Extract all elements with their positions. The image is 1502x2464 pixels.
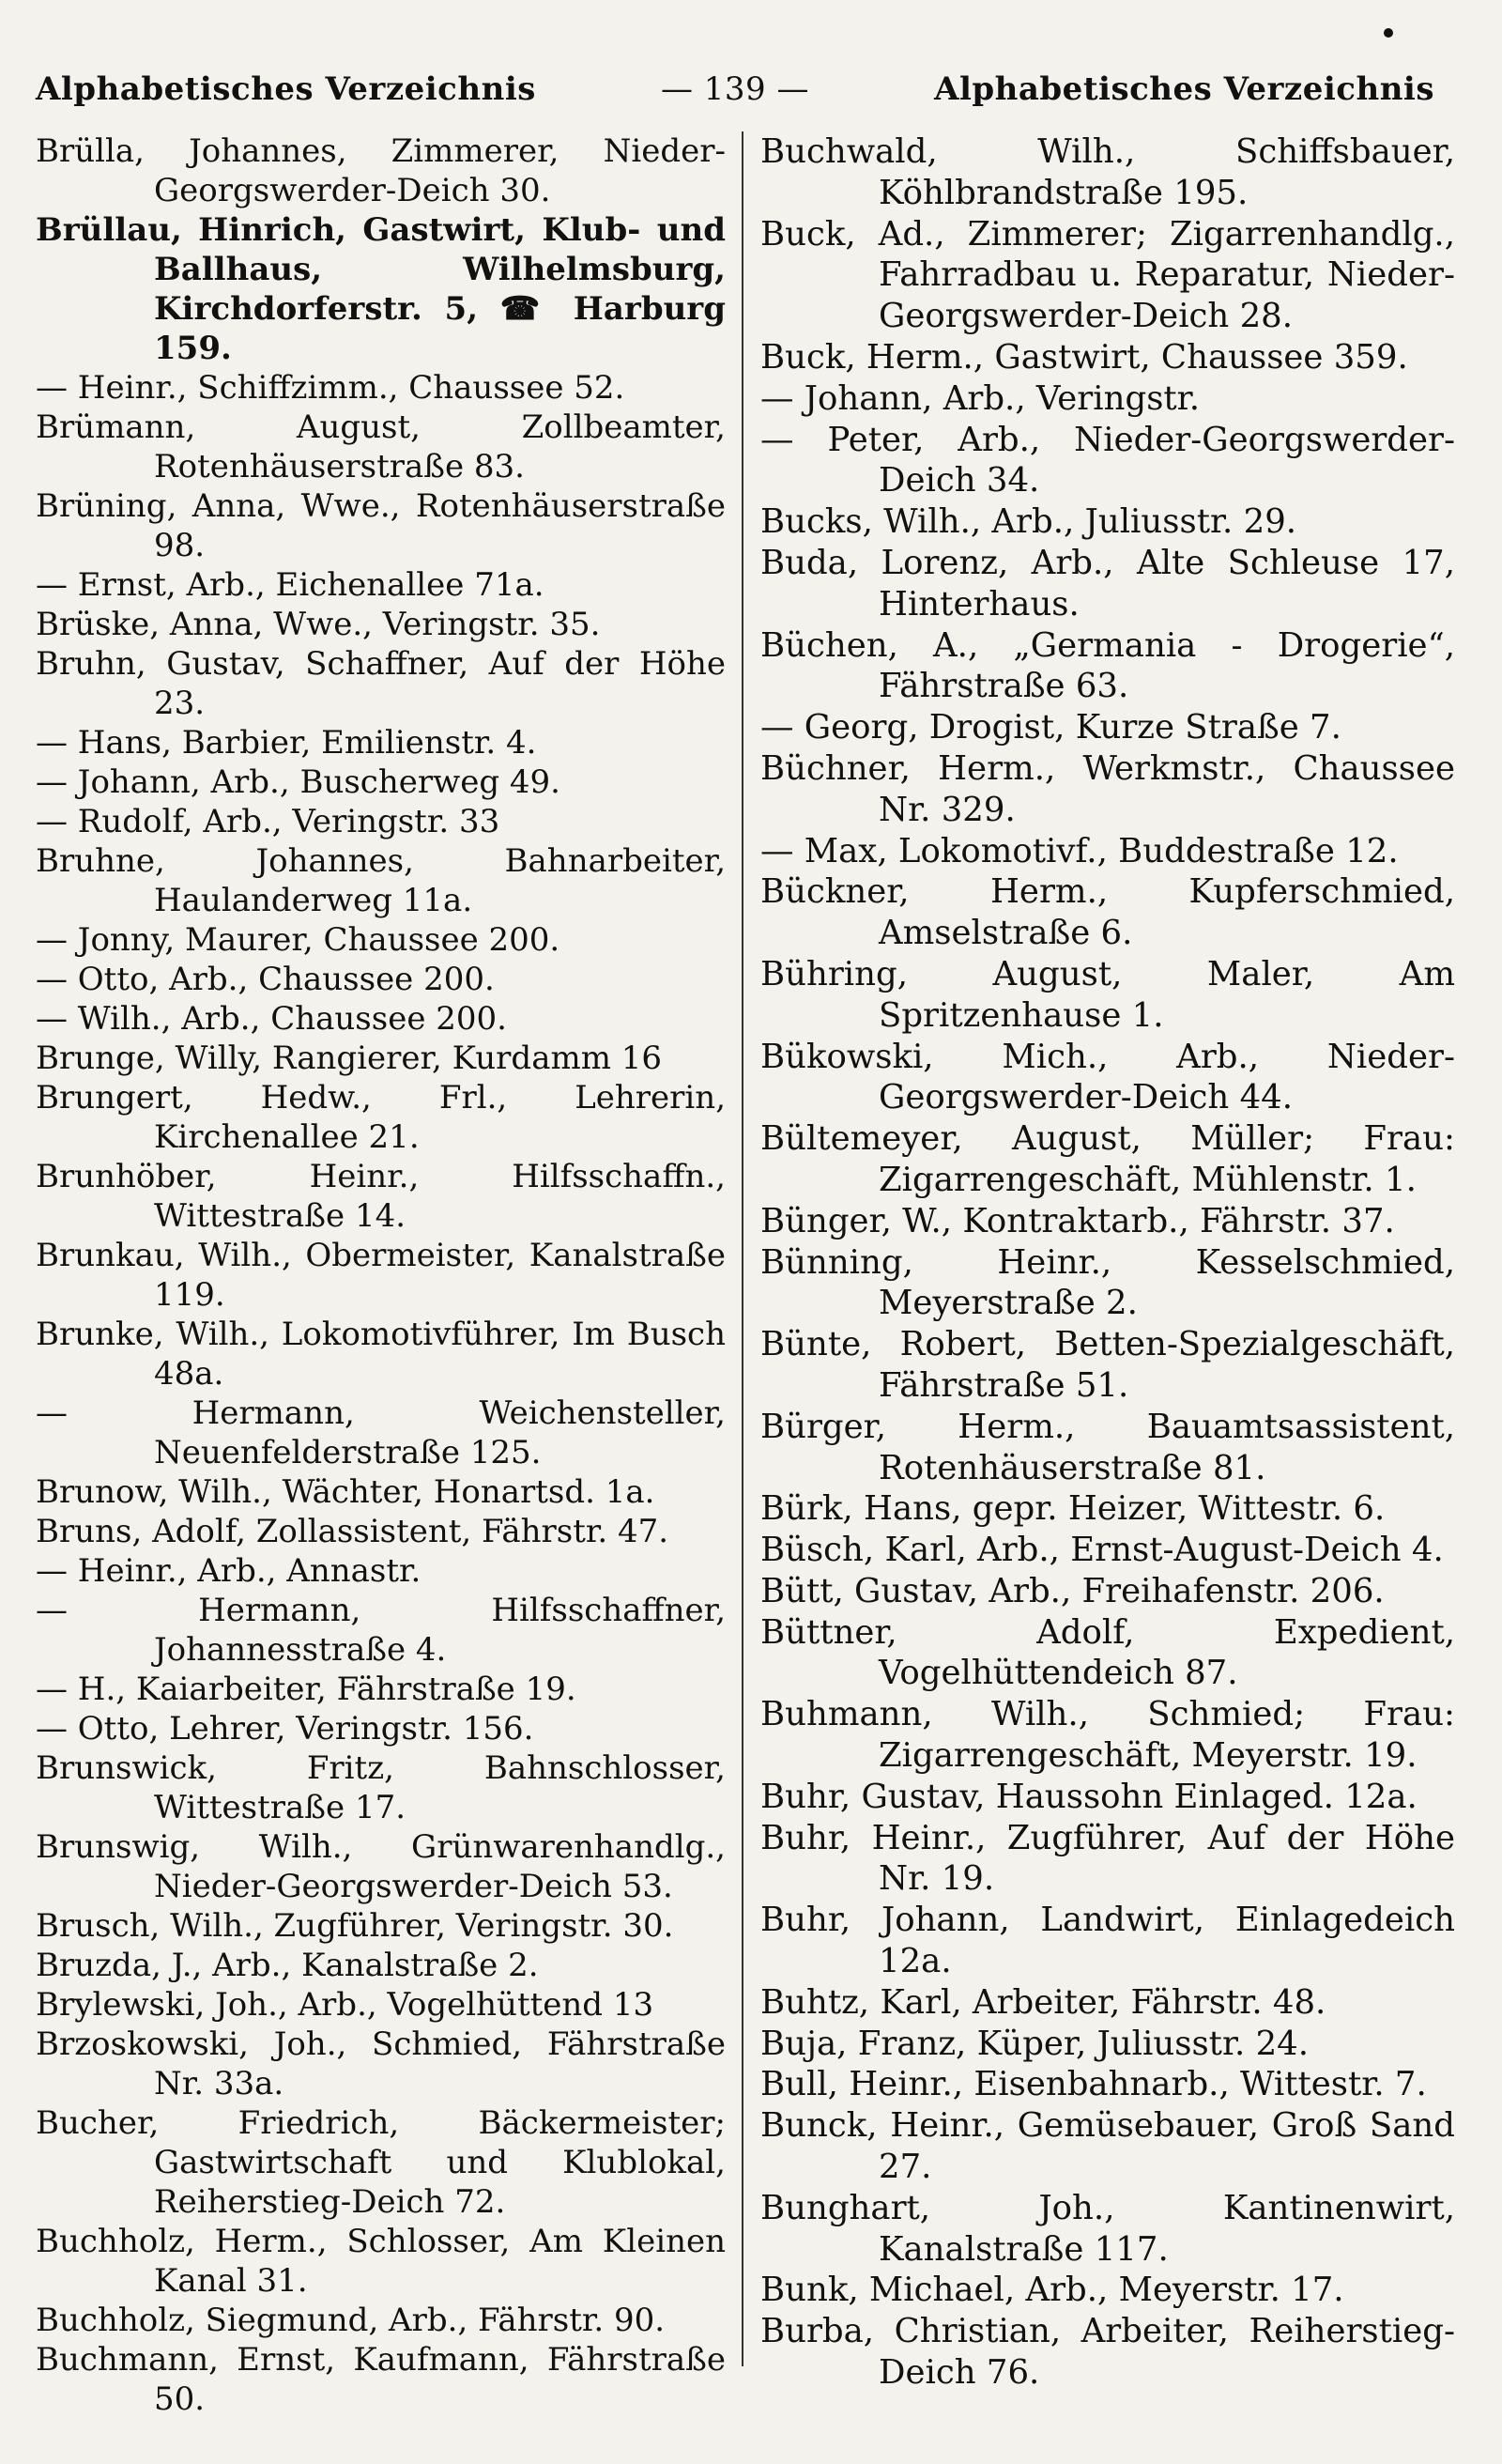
directory-entry: — Heinr., Schiffzimm., Chaussee 52. (36, 369, 625, 407)
right-column (760, 131, 1455, 2394)
directory-entry: — Max, Lokomotivf., Buddestraße 12. (760, 831, 1399, 870)
directory-entry: Brüning, Anna, Wwe., Rotenhäuserstraße 98. (36, 487, 726, 564)
directory-entry: Buchwald, Wilh., Schiffsbauer, Köhlbrandstraße 195. (760, 132, 1455, 212)
header-left-title: Alphabetisches Verzeichnis (36, 70, 536, 108)
directory-entry: — Hermann, Weichensteller, Neuenfelderstraße 125. (36, 1394, 726, 1471)
directory-entry: Bunck, Heinr., Gemüsebauer, Groß Sand 27. (760, 2106, 1455, 2187)
directory-entry: Bunghart, Joh., Kantinenwirt, Kanalstraße 117. (760, 2188, 1455, 2269)
directory-entry: Burba, Christian, Arbeiter, Reiherstieg-Deich 76. (760, 2312, 1455, 2393)
directory-entry: — Wilh., Arb., Chaussee 200. (36, 1000, 507, 1038)
directory-entry: Buchholz, Siegmund, Arb., Fährstr. 90. (36, 2302, 666, 2339)
directory-entry: — Otto, Lehrer, Veringstr. 156. (36, 1710, 534, 1748)
directory-entry: Brunswig, Wilh., Grünwarenhandlg., Nieder-Georgswerder-Deich 53. (36, 1828, 726, 1905)
directory-entry: — Peter, Arb., Nieder-Georgswerder-Deich 34. (760, 420, 1455, 500)
page-number: — 139 — (660, 70, 809, 108)
directory-entry: Buhr, Johann, Landwirt, Einlagedeich 12a. (760, 1901, 1455, 1981)
directory-entry: — H., Kaiarbeiter, Fährstraße 19. (36, 1671, 576, 1708)
directory-entry: Brunke, Wilh., Lokomotivführer, Im Busch 48a. (36, 1316, 726, 1393)
directory-entry: Buchholz, Herm., Schlosser, Am Kleinen Kanal 31. (36, 2223, 726, 2300)
directory-entry: Bruhne, Johannes, Bahnarbeiter, Haulanderweg 11a. (36, 842, 726, 919)
directory-entry: Buck, Ad., Zimmerer; Zigarrenhandlg., Fahrradbau u. Reparatur, Nieder-Georgswerder-Deich 28. (760, 214, 1455, 336)
directory-entry: Bruhn, Gustav, Schaffner, Auf der Höhe 23. (36, 645, 726, 722)
directory-entry: Bültemeyer, August, Müller; Frau: Zigarrengeschäft, Mühlenstr. 1. (760, 1119, 1455, 1199)
directory-entry: — Hermann, Hilfsschaffner, Johannesstraße 4. (36, 1592, 726, 1669)
directory-entry: Brungert, Hedw., Frl., Lehrerin, Kirchenallee 21. (36, 1079, 726, 1156)
directory-entry: Brzoskowski, Joh., Schmied, Fährstraße Nr. 33a. (36, 2025, 726, 2102)
directory-entry: Bucher, Friedrich, Bäckermeister; Gastwirtschaft und Klublokal, Reiherstieg-Deich 72. (36, 2104, 726, 2221)
directory-entry: Brunow, Wilh., Wächter, Honartsd. 1a. (36, 1473, 655, 1511)
directory-entry: — Johann, Arb., Veringstr. (760, 378, 1201, 418)
directory-entry: — Ernst, Arb., Eichenallee 71a. (36, 566, 544, 604)
directory-entry: Brusch, Wilh., Zugführer, Veringstr. 30. (36, 1907, 674, 1945)
directory-entry: Bruzda, J., Arb., Kanalstraße 2. (36, 1947, 539, 1984)
directory-entry: Brülla, Johannes, Zimmerer, Nieder-Georgswerder-Deich 30. (36, 132, 726, 209)
directory-entry: Büchner, Herm., Werkmstr., Chaussee Nr. 329. (760, 748, 1455, 829)
directory-entry: — Johann, Arb., Buscherweg 49. (36, 763, 560, 801)
directory-entry: Bürk, Hans, gepr. Heizer, Wittestr. 6. (760, 1489, 1386, 1529)
directory-entry: Buck, Herm., Gastwirt, Chaussee 359. (760, 337, 1408, 377)
directory-entry: Büsch, Karl, Arb., Ernst-August-Deich 4. (760, 1531, 1444, 1570)
page-header (36, 66, 1434, 113)
directory-entry: — Otto, Arb., Chaussee 200. (36, 961, 495, 998)
directory-entry: Bull, Heinr., Eisenbahnarb., Wittestr. 7. (760, 2065, 1427, 2104)
directory-entry: — Jonny, Maurer, Chaussee 200. (36, 921, 560, 959)
directory-entry: Bünger, W., Kontraktarb., Fährstr. 37. (760, 1201, 1395, 1240)
column-divider (742, 131, 743, 2366)
directory-entry: Buhmann, Wilh., Schmied; Frau: Zigarrengeschäft, Meyerstr. 19. (760, 1695, 1455, 1776)
directory-entry: Bünte, Robert, Betten-Spezialgeschäft, Fährstraße 51. (760, 1325, 1455, 1405)
directory-entry: Bunk, Michael, Arb., Meyerstr. 17. (760, 2271, 1344, 2310)
directory-entry: — Heinr., Arb., Annastr. (36, 1552, 421, 1590)
directory-entry: Büchen, A., „Germania - Drogerie“, Fährstraße 63. (760, 625, 1455, 706)
directory-entry: Brunge, Willy, Rangierer, Kurdamm 16 (36, 1040, 663, 1077)
left-column (36, 131, 726, 2419)
directory-entry: Bucks, Wilh., Arb., Juliusstr. 29. (760, 502, 1297, 542)
directory-entry: Brylewski, Joh., Arb., Vogelhüttend 13 (36, 1986, 654, 2024)
directory-entry: Buhr, Gustav, Haussohn Einlaged. 12a. (760, 1777, 1418, 1816)
directory-entry: Bükowski, Mich., Arb., Nieder-Georgswerder-Deich 44. (760, 1037, 1455, 1117)
directory-entry: Bruns, Adolf, Zollassistent, Fährstr. 47. (36, 1513, 669, 1550)
directory-entry: Buda, Lorenz, Arb., Alte Schleuse 17, Hinterhaus. (760, 543, 1455, 624)
directory-entry: — Georg, Drogist, Kurze Straße 7. (760, 708, 1341, 747)
directory-entry: Bütt, Gustav, Arb., Freihafenstr. 206. (760, 1571, 1385, 1610)
directory-entry: Brunswick, Fritz, Bahnschlosser, Wittestraße 17. (36, 1749, 726, 1826)
directory-entry: Buhtz, Karl, Arbeiter, Fährstr. 48. (760, 1982, 1326, 2022)
directory-entry: Bürger, Herm., Bauamtsassistent, Rotenhäuserstraße 81. (760, 1407, 1455, 1487)
ink-dot (1384, 28, 1393, 38)
directory-entry: Brüllau, Hinrich, Gastwirt, Klub- und Ballhaus, Wilhelmsburg, Kirchdorferstr. 5, ☎ Harburg 159. (36, 211, 726, 367)
directory-entry: — Rudolf, Arb., Veringstr. 33 (36, 803, 500, 840)
directory-entry: Bückner, Herm., Kupferschmied, Amselstraße 6. (760, 872, 1455, 953)
directory-entry: Brunkau, Wilh., Obermeister, Kanalstraße 119. (36, 1237, 726, 1314)
header-right-title: Alphabetisches Verzeichnis (934, 70, 1434, 108)
directory-entry: Brümann, August, Zollbeamter, Rotenhäuserstraße 83. (36, 408, 726, 485)
directory-entry: Bühring, August, Maler, Am Spritzenhause 1. (760, 954, 1455, 1035)
directory-entry: Bünning, Heinr., Kesselschmied, Meyerstraße 2. (760, 1242, 1455, 1323)
directory-entry: Buhr, Heinr., Zugführer, Auf der Höhe Nr. 19. (760, 1818, 1455, 1899)
directory-entry: Brüske, Anna, Wwe., Veringstr. 35. (36, 606, 601, 643)
directory-entry: Brunhöber, Heinr., Hilfsschaffn., Wittestraße 14. (36, 1158, 726, 1235)
directory-entry: Buja, Franz, Küper, Juliusstr. 24. (760, 2024, 1310, 2063)
directory-entry: Buchmann, Ernst, Kaufmann, Fährstraße 50. (36, 2341, 726, 2418)
directory-entry: Büttner, Adolf, Expedient, Vogelhüttendeich 87. (760, 1612, 1455, 1693)
directory-entry: — Hans, Barbier, Emilienstr. 4. (36, 724, 537, 762)
